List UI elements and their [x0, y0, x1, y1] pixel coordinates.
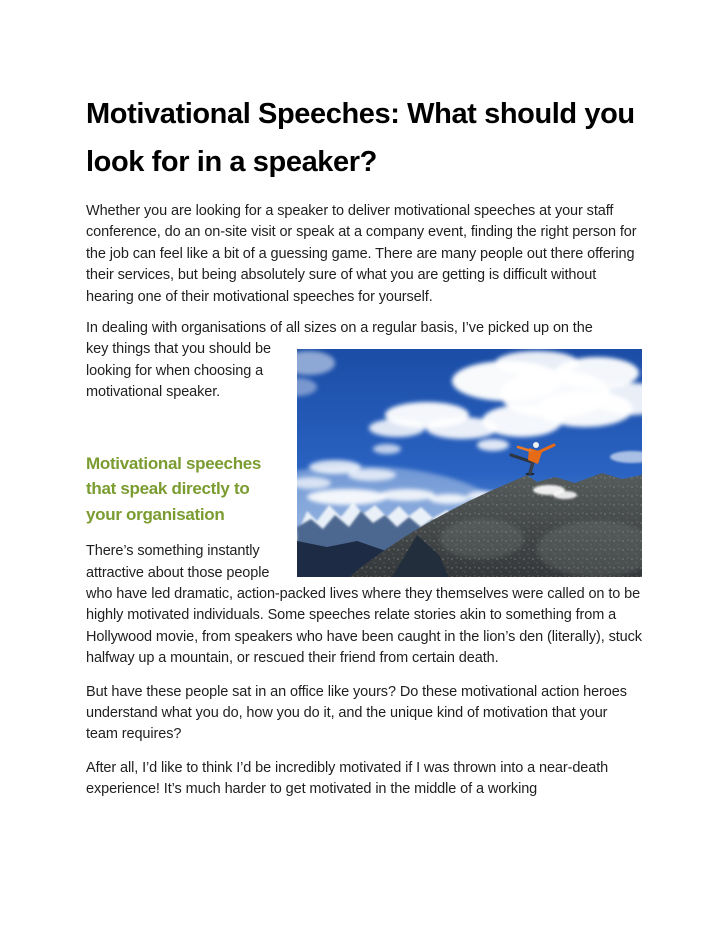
second-paragraph-rest: key things that you should be looking for when choosing a motivational speaker. [86, 341, 271, 401]
section-paragraph-3: After all, I’d like to think I’d be incredibly motivated if I was thrown into a near-death experience! It’s much harder to get motivated in the middle of a working [86, 759, 609, 798]
section-paragraph-1: There’s something instantly attractive about those people who have led dramatic, action-packed lives where they themselves were called on to be highly motivated individuals. Some speeches relate stories akin to something from a Hollywood movie, from speakers who have been caught in the lion’s den (literally), stuck halfway up a mountain, or rescued their friend from certain death. [86, 543, 642, 667]
page-title: Motivational Speeches: What should you look for in a speaker? [86, 98, 635, 178]
section-paragraph-2: But have these people sat in an office like yours? Do these motivational action heroes understand what you do, how you do it, and the unique kind of motivation that your team requires? [86, 683, 627, 743]
intro-paragraph: Whether you are looking for a speaker to deliver motivational speeches at your staff conference, do an on-site visit or speak at a company event, finding the right person for the job can feel like a bit of a guessing game. There are many people out there offering their services, but being absolutely sure of what you are getting is difficult without hearing one of their motivational speeches for yourself. [86, 203, 637, 305]
second-paragraph-lead: In dealing with organisations of all sizes on a regular basis, I’ve picked up on the [86, 320, 593, 337]
summit-photo [297, 349, 642, 577]
section-heading: Motivational speeches that speak directly to your organisation [86, 453, 262, 524]
